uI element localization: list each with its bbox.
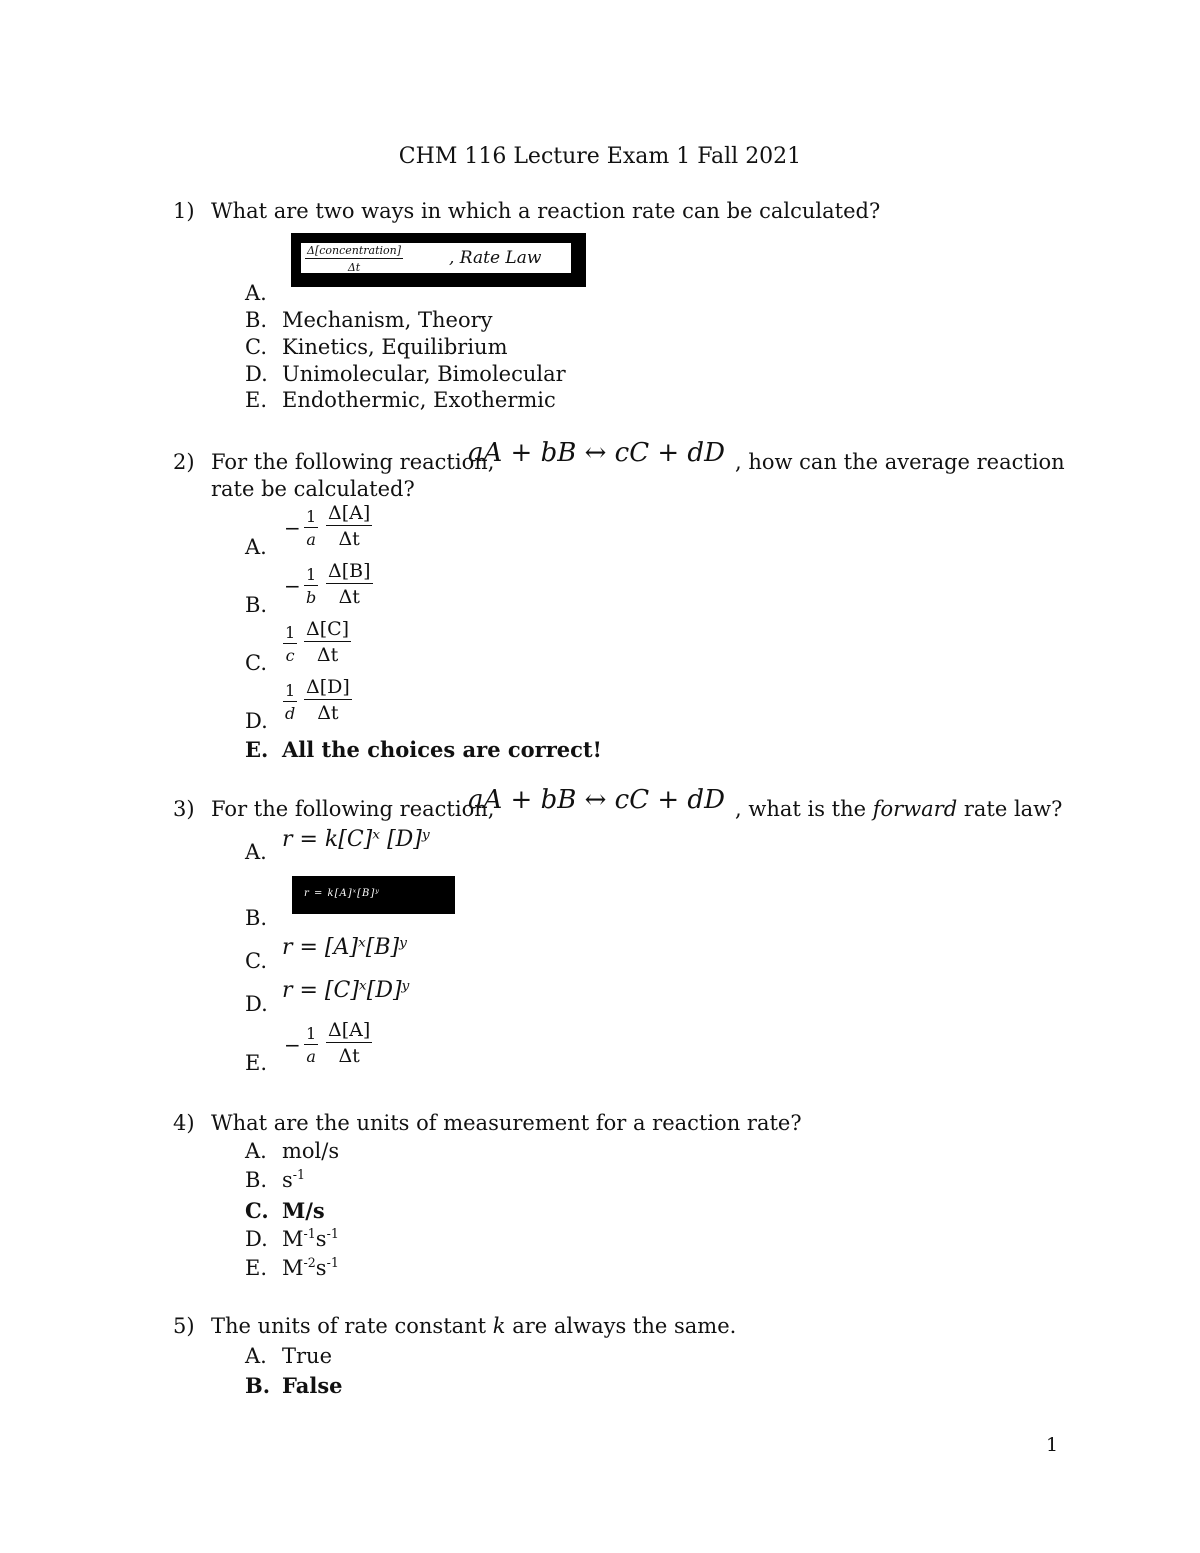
q4-option-c: M/s: [282, 1198, 325, 1223]
q3-option-b-image: r = k[A]ˣ[B]ʸ: [292, 876, 455, 914]
q3-option-a-letter: A.: [245, 840, 267, 864]
q2-option-d-letter: D.: [245, 709, 268, 733]
q3-option-a: r = k[C]ˣ [D]ʸ: [282, 827, 430, 852]
q5-option-a-letter: A.: [245, 1344, 267, 1368]
q2-option-a-letter: A.: [245, 535, 267, 559]
q5-option-b: False: [282, 1373, 343, 1398]
q3-option-b-letter: B.: [245, 906, 268, 930]
question-3-text-before: For the following reaction,: [211, 797, 495, 821]
q2-option-c-letter: C.: [245, 651, 267, 675]
q2-b-coef: $\frac{1}{b}$: [305, 565, 317, 607]
question-4-text: What are the units of measurement for a reaction rate?: [211, 1111, 802, 1135]
question-3-number: 3): [173, 797, 195, 821]
q2-c-coef: $\frac{1}{c}$: [285, 623, 296, 665]
q1-image-fraction: Δ[concentration] Δt: [307, 244, 402, 273]
q3-option-c: r = [A]ˣ[B]ʸ: [282, 935, 407, 960]
q2-d-delta: $\frac{\Delta[D]}{\Delta t}$: [306, 676, 350, 724]
question-2-text-line2: rate be calculated?: [211, 477, 415, 501]
q1-option-a-letter: A.: [245, 281, 267, 305]
q4-option-b-letter: B.: [245, 1168, 268, 1192]
q5-option-b-letter: B.: [245, 1373, 271, 1398]
question-3-reaction: aA + bB ↔ cC + dD: [468, 785, 725, 815]
q2-option-e-letter: E.: [245, 737, 269, 762]
q4-option-a: mol/s: [282, 1139, 340, 1163]
q1-option-c-letter: C.: [245, 335, 267, 359]
q1-option-c: Kinetics, Equilibrium: [282, 335, 508, 359]
q2-a-sign: −: [284, 516, 301, 540]
q1-option-b: Mechanism, Theory: [282, 308, 493, 332]
question-4-number: 4): [173, 1111, 195, 1135]
q3-e-delta: $\frac{\Delta[A]}{\Delta t}$: [328, 1019, 371, 1067]
question-2-number: 2): [173, 450, 195, 474]
q3-option-c-letter: C.: [245, 949, 267, 973]
q2-d-coef: $\frac{1}{d}$: [284, 681, 296, 723]
q1-option-d: Unimolecular, Bimolecular: [282, 362, 566, 386]
q4-option-c-letter: C.: [245, 1198, 269, 1223]
q3-e-coef: $\frac{1}{a}$: [306, 1024, 317, 1066]
q3-e-sign: −: [284, 1033, 301, 1057]
q4-option-e-letter: E.: [245, 1256, 268, 1280]
question-1-text: What are two ways in which a reaction rate can be calculated?: [211, 199, 881, 223]
q4-option-b: $s^{-1}$: [282, 1167, 306, 1192]
q1-option-e-letter: E.: [245, 388, 268, 412]
q1-option-d-letter: D.: [245, 362, 268, 386]
question-2-text-after: , how can the average reaction: [735, 450, 1065, 474]
q2-b-delta: $\frac{\Delta[B]}{\Delta t}$: [328, 560, 371, 608]
q2-b-sign: −: [284, 574, 301, 598]
q1-option-e: Endothermic, Exothermic: [282, 388, 556, 412]
q3-option-d: r = [C]ˣ[D]ʸ: [282, 978, 410, 1003]
q5-option-a: True: [282, 1344, 332, 1368]
question-3-text-after: , what is the forward rate law?: [735, 797, 1063, 821]
q4-option-e: $M^{-2}s^{-1}$: [282, 1255, 339, 1280]
question-2-text-before: For the following reaction,: [211, 450, 495, 474]
q4-option-d-letter: D.: [245, 1227, 268, 1251]
q4-option-a-letter: A.: [245, 1139, 267, 1163]
question-2-reaction: aA + bB ↔ cC + dD: [468, 438, 725, 468]
question-5-number: 5): [173, 1314, 195, 1338]
q3-option-e-letter: E.: [245, 1051, 268, 1075]
q2-a-delta: $\frac{\Delta[A]}{\Delta t}$: [328, 502, 371, 550]
page-number: 1: [1046, 1434, 1059, 1456]
q4-option-d: $M^{-1}s^{-1}$: [282, 1226, 339, 1251]
question-1-number: 1): [173, 199, 195, 223]
q2-option-b-letter: B.: [245, 593, 268, 617]
page-title: CHM 116 Lecture Exam 1 Fall 2021: [398, 144, 802, 169]
q3-option-d-letter: D.: [245, 992, 268, 1016]
q1-answer-image: [291, 233, 586, 287]
question-5-text: The units of rate constant k are always the same.: [211, 1314, 737, 1338]
q2-a-coef: $\frac{1}{a}$: [306, 507, 317, 549]
q1-option-b-letter: B.: [245, 308, 268, 332]
q1-image-rate-law: , Rate Law: [449, 248, 542, 268]
q2-c-delta: $\frac{\Delta[C]}{\Delta t}$: [306, 618, 350, 666]
q2-option-e: All the choices are correct!: [282, 737, 602, 762]
